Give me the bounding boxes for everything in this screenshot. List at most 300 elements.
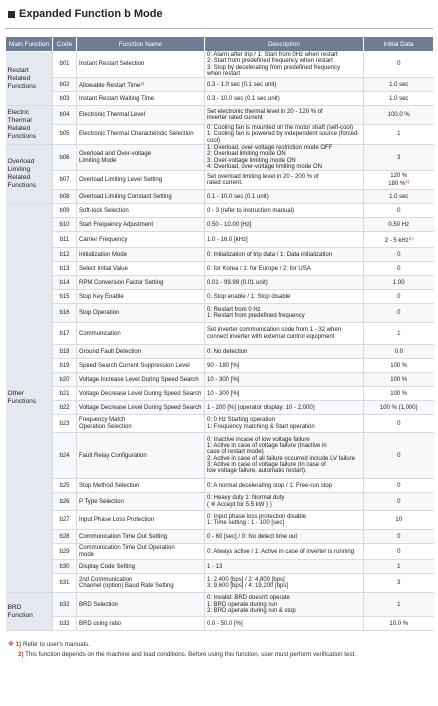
description-cell-text: 0: Invalid: BRD doesn't operate 1: BRD operate during run 2: BRD operate during run & stop	[207, 595, 296, 614]
page-title: Expanded Function b Mode	[19, 8, 163, 20]
initial-data-cell	[364, 171, 434, 190]
table-row	[6, 248, 434, 262]
code-cell-text: b11	[59, 236, 70, 243]
function-name-cell	[77, 415, 205, 433]
code-cell	[53, 171, 77, 190]
code-cell	[53, 248, 77, 262]
code-cell	[53, 106, 77, 125]
initial-data-cell	[364, 262, 434, 276]
function-name-cell	[77, 479, 205, 493]
initial-data-cell-text: 0.0	[394, 348, 403, 355]
table-row	[6, 125, 434, 145]
function-name-cell-text: 2nd Communication Channel (option) Baud Rate Setting	[79, 576, 174, 590]
initial-data-cell-text: 0	[397, 482, 401, 489]
initial-data-cell-text: 1	[397, 563, 401, 570]
description-cell	[205, 493, 364, 511]
initial-data-cell-text: 1	[397, 131, 401, 138]
function-name-cell-text: Electronic Thermal Characteristic Selection	[79, 131, 194, 138]
description-cell	[205, 304, 364, 323]
function-name-cell-text: BRD using ratio	[79, 620, 122, 627]
table-row	[6, 290, 434, 304]
function-name-cell	[77, 433, 205, 479]
function-table	[5, 36, 434, 631]
description-cell-text: 1: 2,400 [bps] / 2: 4,800 [bps] 3: 9,600 [bps] / 4: 19,200 [bps]	[207, 576, 289, 590]
function-name-cell	[77, 204, 205, 218]
function-name-cell	[77, 323, 205, 345]
initial-data-cell-text: 3	[397, 580, 401, 587]
initial-data-cell	[364, 145, 434, 171]
code-cell	[53, 593, 77, 617]
initial-data-cell	[364, 248, 434, 262]
code-cell	[53, 511, 77, 530]
description-cell	[205, 171, 364, 190]
description-cell-text: 0: 0 Hz Starting operation 1: Frequency matching & Start operation	[207, 417, 315, 430]
function-name-cell-text: Speed Search Current Suppression Level	[79, 362, 190, 369]
function-name-cell	[77, 145, 205, 171]
table-row	[6, 323, 434, 345]
description-cell-text: 0: for Korea / 1: for Europe / 2: for USA	[207, 265, 311, 272]
description-cell	[205, 387, 364, 401]
initial-data-cell	[364, 125, 434, 145]
initial-data-cell	[364, 373, 434, 387]
function-name-cell-text: Ground Fault Detection	[79, 348, 142, 355]
code-cell-text: b19	[59, 362, 70, 369]
function-name-cell	[77, 544, 205, 560]
initial-data-cell	[364, 530, 434, 544]
function-name-cell-text: Instant Restart Waiting Time	[79, 95, 155, 102]
code-cell-text: b31	[59, 580, 70, 587]
function-name-cell	[77, 359, 205, 373]
note-marker: 2)	[140, 80, 145, 86]
table-row	[6, 171, 434, 190]
table-row	[6, 387, 434, 401]
function-name-cell-text: Voltage Increase Level During Speed Search	[79, 376, 199, 383]
description-cell	[205, 92, 364, 106]
function-name-cell	[77, 106, 205, 125]
table-body	[6, 52, 434, 631]
description-cell-text: 1: Overload, over-voltage restriction mode OFF 2: Overload limiting mode ON 3: Over-voltage limiting mode ON 4: Overload, over-voltage limiting mode ON	[207, 145, 333, 170]
initial-data-cell	[364, 387, 434, 401]
function-name-cell-text: Stop Method Selection	[79, 482, 140, 489]
description-cell-text: Set electronic thermal level in 20 - 120 % of inverter rated current	[207, 108, 323, 122]
table-row	[6, 415, 434, 433]
description-cell	[205, 415, 364, 433]
code-cell-text: b10	[59, 221, 70, 228]
function-name-cell	[77, 401, 205, 415]
description-cell-text: 0: Always active / 1: Active in case of inverter is running	[207, 548, 355, 555]
code-cell	[53, 574, 77, 593]
function-name-cell	[77, 262, 205, 276]
initial-data-cell	[364, 560, 434, 574]
code-cell-text: b02	[59, 81, 70, 88]
initial-data-cell-text: 1.0 sec	[389, 81, 409, 88]
code-cell-text: b24	[59, 452, 70, 459]
description-cell	[205, 479, 364, 493]
description-cell	[205, 617, 364, 631]
initial-data-cell-text: 1.00	[392, 279, 405, 286]
initial-data-cell-text: 10.0 %	[389, 620, 409, 627]
header-initial-data: Initial Data	[364, 37, 434, 52]
code-cell	[53, 617, 77, 631]
code-cell	[53, 560, 77, 574]
initial-data-cell	[364, 232, 434, 248]
code-cell	[53, 92, 77, 106]
code-cell	[53, 304, 77, 323]
code-cell-text: b01	[59, 61, 70, 68]
function-name-cell	[77, 171, 205, 190]
description-cell	[205, 145, 364, 171]
description-cell-text: 1 - 13	[207, 563, 223, 570]
initial-data-cell-text: 100 % (1,000)	[379, 404, 418, 411]
function-name-cell-text: Instant Restart Selection	[79, 61, 145, 68]
function-name-cell	[77, 52, 205, 78]
table-row	[6, 232, 434, 248]
table-row	[6, 52, 434, 78]
description-cell-text: 0.3 - 10.0 sec (0.1 sec unit)	[207, 95, 280, 102]
description-cell	[205, 323, 364, 345]
description-cell	[205, 218, 364, 232]
table-row	[6, 218, 434, 232]
code-cell-text: b03	[59, 95, 70, 102]
description-cell-text: 0.1 - 10.0 sec (0.1 unit)	[207, 193, 269, 200]
initial-data-cell	[364, 276, 434, 290]
code-cell-text: b22	[59, 404, 70, 411]
code-cell	[53, 323, 77, 345]
initial-data-cell	[364, 415, 434, 433]
function-name-cell-text: Select Initial Value	[79, 265, 128, 272]
table-row	[6, 145, 434, 171]
code-cell	[53, 530, 77, 544]
description-cell	[205, 52, 364, 78]
function-name-cell-text: Voltage Decrease Level During Speed Search	[79, 390, 202, 397]
initial-data-cell-text: 1.0 sec	[389, 95, 409, 102]
function-name-cell	[77, 345, 205, 359]
code-cell-text: b15	[59, 293, 70, 300]
initial-data-cell	[364, 493, 434, 511]
function-name-cell-text: Communication Time Out Operation mode	[79, 545, 175, 558]
function-name-cell	[77, 304, 205, 323]
initial-data-cell	[364, 359, 434, 373]
code-cell-text: b21	[59, 390, 70, 397]
function-name-cell-text: Electronic Thermal Level	[79, 112, 145, 119]
code-cell	[53, 401, 77, 415]
initial-data-cell-text: 0	[397, 498, 401, 505]
function-name-cell	[77, 78, 205, 92]
code-cell-text: b06	[59, 154, 70, 161]
table-row	[6, 617, 434, 631]
header-code: Code	[53, 37, 77, 52]
description-cell	[205, 544, 364, 560]
description-cell	[205, 78, 364, 92]
code-cell	[53, 493, 77, 511]
code-cell	[53, 276, 77, 290]
table-row	[6, 544, 434, 560]
footnotes	[8, 640, 433, 660]
main-function-group: Overload Limiting Related Functions	[6, 145, 53, 204]
function-name-cell-text: Initialization Mode	[79, 251, 128, 258]
description-cell-text: 0: Alarm after trip / 1: Start from 0Hz when restart 2: Start from predefined frequency when restart 3: Stop by decelerating from predefined frequency when restart	[207, 52, 341, 77]
initial-data-cell-text: 0	[397, 452, 401, 459]
table-row	[6, 493, 434, 511]
initial-data-cell-text: 0	[397, 265, 401, 272]
description-cell	[205, 290, 364, 304]
initial-data-cell	[364, 106, 434, 125]
note-marker: 2)	[405, 179, 410, 185]
initial-data-cell	[364, 92, 434, 106]
function-name-cell	[77, 290, 205, 304]
footnote-text: Refer to user's manuals.	[22, 641, 90, 649]
function-name-cell	[77, 276, 205, 290]
function-name-cell-text: Communication	[79, 330, 121, 337]
code-cell-text: b26	[59, 498, 70, 505]
function-name-cell-text: Stop Key Enable	[79, 293, 124, 300]
header-main-function: Main Function	[6, 37, 53, 52]
title-bar	[8, 6, 433, 22]
description-cell	[205, 593, 364, 617]
table-row	[6, 359, 434, 373]
code-cell	[53, 359, 77, 373]
function-name-cell-text: Fault Relay Configuration	[79, 452, 147, 459]
description-cell-text: 0.0 - 50.0 [%]	[207, 620, 243, 627]
code-cell-text: b27	[59, 517, 70, 524]
initial-data-cell-text: 1	[397, 330, 401, 337]
function-name-cell	[77, 218, 205, 232]
initial-data-cell-text: 2 - 5 kHz	[384, 237, 409, 244]
code-cell-text: b25	[59, 482, 70, 489]
function-name-cell	[77, 248, 205, 262]
code-cell-text: b23	[59, 420, 70, 427]
initial-data-cell-text: 100 %	[390, 390, 408, 397]
description-cell-text: 0: Heavy duty 1: Normal duty ( ※ Accept for 5.5 kW ) )	[207, 495, 285, 508]
initial-data-cell-text: 3	[397, 154, 401, 161]
description-cell-text: 0.50 - 10.00 [Hz]	[207, 221, 252, 228]
function-name-cell-text: Overload Limiting Level Setting	[79, 177, 163, 184]
code-cell-text: b14	[59, 279, 70, 286]
main-function-group: Other Functions	[6, 204, 53, 593]
function-name-cell-text: Carrier Frequency	[79, 236, 128, 243]
description-cell-text: 0.01 - 99.99 (0.01 unit)	[207, 279, 268, 286]
initial-data-cell	[364, 290, 434, 304]
initial-data-cell-text: 0	[397, 533, 401, 540]
description-cell-text: 10 - 300 [%]	[207, 390, 240, 397]
function-name-cell	[77, 190, 205, 204]
initial-data-cell-text: 0	[397, 251, 401, 258]
description-cell-text: 10 - 300 [%]	[207, 376, 240, 383]
function-name-cell	[77, 125, 205, 145]
initial-data-cell	[364, 479, 434, 493]
initial-data-cell	[364, 323, 434, 345]
description-cell	[205, 106, 364, 125]
description-cell-text: 0 - 60 [sec] / 0: No detect time out	[207, 533, 298, 540]
initial-data-cell	[364, 204, 434, 218]
header-function-name: Function Name	[77, 37, 205, 52]
table-header-row	[6, 37, 434, 52]
initial-data-cell	[364, 511, 434, 530]
table-row	[6, 593, 434, 617]
code-cell-text: b20	[59, 376, 70, 383]
initial-data-cell-text: 0	[397, 310, 401, 317]
table-row	[6, 479, 434, 493]
description-cell	[205, 574, 364, 593]
initial-data-cell	[364, 345, 434, 359]
table-row	[6, 373, 434, 387]
initial-data-cell	[364, 52, 434, 78]
initial-data-cell-text: 1	[397, 601, 401, 608]
function-name-cell-text: Overload Limiting Constant Setting	[79, 193, 172, 200]
description-cell	[205, 248, 364, 262]
code-cell-text: b17	[59, 330, 70, 337]
table-row	[6, 78, 434, 92]
description-cell-text: Set inverter communication code from 1 - 32 when connect inverter with external control equipment	[207, 327, 342, 340]
initial-data-cell	[364, 433, 434, 479]
function-name-cell	[77, 387, 205, 401]
description-cell	[205, 204, 364, 218]
title-square-icon	[8, 11, 15, 18]
initial-data-cell-text: 100 %	[390, 362, 408, 369]
description-cell	[205, 401, 364, 415]
function-name-cell-text: RPM Conversion Factor Setting	[79, 279, 164, 286]
table-row	[6, 401, 434, 415]
code-cell-text: b08	[59, 193, 70, 200]
function-name-cell	[77, 593, 205, 617]
table-row	[6, 345, 434, 359]
function-name-cell-text: Input Phase Loss Protection	[79, 517, 155, 524]
function-name-cell	[77, 560, 205, 574]
description-cell	[205, 359, 364, 373]
description-cell-text: 0 - 3 (refer to instruction manual)	[207, 207, 295, 214]
initial-data-cell-text: 0	[397, 548, 401, 555]
function-name-cell	[77, 373, 205, 387]
code-cell	[53, 433, 77, 479]
description-cell	[205, 262, 364, 276]
initial-data-cell	[364, 218, 434, 232]
function-name-cell-text: Stop Operation	[79, 310, 120, 317]
initial-data-cell-text: 100.0 %	[387, 112, 410, 119]
function-name-cell	[77, 232, 205, 248]
table-row	[6, 92, 434, 106]
description-cell	[205, 276, 364, 290]
code-cell	[53, 290, 77, 304]
description-cell	[205, 232, 364, 248]
description-cell	[205, 373, 364, 387]
initial-data-cell	[364, 593, 434, 617]
function-name-cell	[77, 92, 205, 106]
function-name-cell-text: Communication Time Out Setting	[79, 533, 168, 540]
description-cell-text: Set overload limiting level in 20 - 200 % of rated current.	[207, 173, 319, 187]
main-function-group: Restart Related Functions	[6, 52, 53, 106]
description-cell-text: 0: Inactive incase of low voltage failure 1: Active in case of voltage failure (Inactive in case of restart mode) 2: Active in case of all failure occurred include LV failure 3: Active in case of voltage failure (In case of low voltage failure, automatic restart).	[207, 436, 355, 475]
code-cell-text: b30	[59, 563, 70, 570]
note-marker: 2)	[408, 235, 413, 241]
table-row	[6, 511, 434, 530]
function-name-cell	[77, 617, 205, 631]
initial-data-cell	[364, 304, 434, 323]
description-cell-text: 1 - 200 [%] (operator display: 10 - 2,000)	[207, 404, 315, 411]
function-name-cell-text: P Type Selection	[79, 498, 124, 505]
description-cell	[205, 345, 364, 359]
description-cell-text: 1.0 - 16.0 [kHz]	[207, 236, 248, 243]
function-name-cell-text: Overload and Over-voltage Limiting Mode	[79, 151, 152, 164]
initial-data-cell	[364, 78, 434, 92]
initial-data-cell-text: 0	[397, 207, 401, 214]
function-name-cell	[77, 574, 205, 593]
description-cell	[205, 433, 364, 479]
code-cell	[53, 190, 77, 204]
function-name-cell	[77, 511, 205, 530]
code-cell-text: b12	[59, 251, 70, 258]
description-cell-text: 0: Cooling fan is mounted on the motor shaft (self-cool) 1: Cooling fan is powered by independent source (forced-cool)	[207, 125, 360, 144]
description-cell-text: 0: No detection	[207, 348, 248, 355]
table-row	[6, 106, 434, 125]
footnote-mark: 2)	[18, 651, 24, 659]
description-cell	[205, 511, 364, 530]
code-cell	[53, 415, 77, 433]
description-cell-text: 0: Initialization of trip data / 1: Data initialization	[207, 251, 333, 258]
function-name-cell-text: Voltage Decrease Level During Speed Search	[79, 404, 202, 411]
table-row	[6, 530, 434, 544]
initial-data-cell-text: 0	[397, 61, 401, 68]
initial-data-cell-text: 1.0 sec	[389, 193, 409, 200]
code-cell-text: b18	[59, 348, 70, 355]
initial-data-cell	[364, 544, 434, 560]
code-cell	[53, 218, 77, 232]
initial-data-cell-text: 10	[395, 517, 403, 524]
table-row	[6, 204, 434, 218]
code-cell-text: b16	[59, 310, 70, 317]
description-cell	[205, 125, 364, 145]
code-cell-text: b13	[59, 265, 70, 272]
function-name-cell-text: BRD Selection	[79, 601, 119, 608]
function-name-cell-text: Frequency Match Operation Selection	[79, 417, 132, 430]
table-row	[6, 262, 434, 276]
main-function-group: BRD Function	[6, 593, 53, 631]
initial-data-cell	[364, 401, 434, 415]
description-cell-text: 90 - 180 [%]	[207, 362, 240, 369]
code-cell	[53, 52, 77, 78]
table-row	[6, 304, 434, 323]
footnote-2	[8, 650, 433, 660]
function-name-cell	[77, 530, 205, 544]
code-cell	[53, 232, 77, 248]
table-row	[6, 560, 434, 574]
description-cell-text: 0.3 - 1.0 sec (0.1 sec unit)	[207, 81, 277, 88]
code-cell	[53, 373, 77, 387]
footnote-mark: ※ 1)	[8, 641, 22, 649]
description-cell-text: 0: Input phase loss protection disable 1: Time setting : 1 - 100 [sec]	[207, 513, 307, 527]
code-cell	[53, 345, 77, 359]
footnote-1	[8, 640, 433, 650]
description-cell	[205, 530, 364, 544]
initial-data-cell-text: 0	[397, 420, 401, 427]
function-name-cell-text: Allowable Restart Time	[79, 82, 141, 89]
initial-data-cell-text: 120 % 180 %	[388, 172, 408, 188]
initial-data-cell-text: 0	[397, 293, 401, 300]
initial-data-cell-text: 0.50 Hz	[388, 221, 410, 228]
table-row	[6, 574, 434, 593]
description-cell-text: 0: Restart from 0 Hz 1: Restart from predefined frequency	[207, 306, 305, 320]
title-divider	[5, 28, 433, 29]
code-cell	[53, 479, 77, 493]
code-cell	[53, 125, 77, 145]
function-name-cell-text: Start Frequency Adjustment	[79, 221, 154, 228]
header-description: Description	[205, 37, 364, 52]
code-cell-text: b29	[59, 548, 70, 555]
code-cell-text: b09	[59, 207, 70, 214]
table-row	[6, 190, 434, 204]
code-cell-text: b04	[59, 112, 70, 119]
initial-data-cell	[364, 190, 434, 204]
code-cell	[53, 544, 77, 560]
